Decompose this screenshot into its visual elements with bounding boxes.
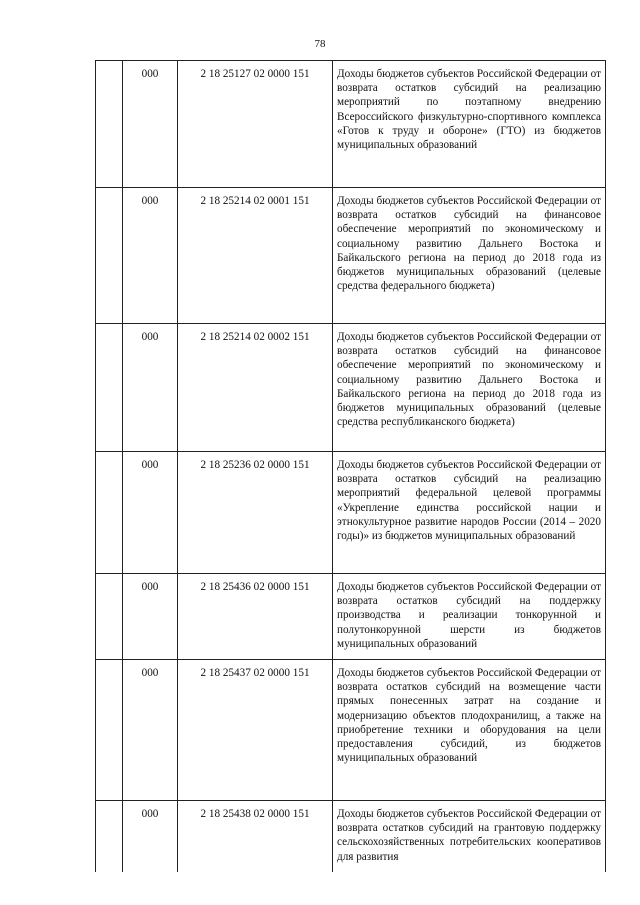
- kbk-code-cell: 2 18 25437 02 0000 151: [178, 660, 333, 801]
- description-cell: Доходы бюджетов субъектов Российской Федерации от возврата остатков субсидий на финансовое обеспечение мероприятий по экономическому и социальному развитию Дальнего Востока и Байкальского региона на период до 2018 года из бюджетов муниципальных образований (целевые средства федерального бюджета): [333, 188, 606, 324]
- table-row: [96, 801, 606, 873]
- description-cell: Доходы бюджетов субъектов Российской Федерации от возврата остатков субсидий на реализацию мероприятий федеральной целевой программы «Укрепление единства российской нации и этнокультурное развитие народов России (2014 – 2020 годы)» из бюджетов муниципальных образований: [333, 452, 606, 574]
- description-cell: Доходы бюджетов субъектов Российской Федерации от возврата остатков субсидий на реализацию мероприятий по поэтапному внедрению Всероссийского физкультурно-спортивного комплекса «Готов к труду и обороне» (ГТО) из бюджетов муниципальных образований: [333, 61, 606, 188]
- table-row: [96, 574, 606, 660]
- table-row: [96, 324, 606, 452]
- blank-cell: [96, 324, 123, 452]
- blank-cell: [96, 188, 123, 324]
- admin-code-cell: 000: [123, 574, 178, 660]
- blank-cell: [96, 801, 123, 873]
- kbk-code-cell: 2 18 25214 02 0002 151: [178, 324, 333, 452]
- description-cell: Доходы бюджетов субъектов Российской Федерации от возврата остатков субсидий на поддержку производства и реализации тонкорунной и полутонкорунной шерсти из бюджетов муниципальных образований: [333, 574, 606, 660]
- kbk-code-cell: 2 18 25438 02 0000 151: [178, 801, 333, 873]
- admin-code-cell: 000: [123, 61, 178, 188]
- kbk-code-cell: 2 18 25127 02 0000 151: [178, 61, 333, 188]
- admin-code-cell: 000: [123, 188, 178, 324]
- table-row: [96, 660, 606, 801]
- admin-code-cell: 000: [123, 324, 178, 452]
- blank-cell: [96, 61, 123, 188]
- table-row: [96, 61, 606, 188]
- description-cell: Доходы бюджетов субъектов Российской Федерации от возврата остатков субсидий на возмещение части прямых понесенных затрат на создание и модернизацию объектов плодохранилищ, а также на приобретение техники и оборудования на цели предоставления субсидий, из бюджетов муниципальных образований: [333, 660, 606, 801]
- table-row: [96, 188, 606, 324]
- table-row: [96, 452, 606, 574]
- blank-cell: [96, 452, 123, 574]
- kbk-code-cell: 2 18 25436 02 0000 151: [178, 574, 333, 660]
- kbk-code-cell: 2 18 25236 02 0000 151: [178, 452, 333, 574]
- description-cell: Доходы бюджетов субъектов Российской Федерации от возврата остатков субсидий на финансовое обеспечение мероприятий по экономическому и социальному развитию Дальнего Востока и Байкальского региона на период до 2018 года из бюджетов муниципальных образований (целевые средства республиканского бюджета): [333, 324, 606, 452]
- revenue-codes-table: [95, 60, 606, 872]
- blank-cell: [96, 574, 123, 660]
- description-cell: Доходы бюджетов субъектов Российской Федерации от возврата остатков субсидий на грантовую поддержку сельскохозяйственных потребительских кооперативов для развития: [333, 801, 606, 873]
- admin-code-cell: 000: [123, 801, 178, 873]
- admin-code-cell: 000: [123, 452, 178, 574]
- blank-cell: [96, 660, 123, 801]
- kbk-code-cell: 2 18 25214 02 0001 151: [178, 188, 333, 324]
- page-number: 78: [314, 38, 326, 50]
- admin-code-cell: 000: [123, 660, 178, 801]
